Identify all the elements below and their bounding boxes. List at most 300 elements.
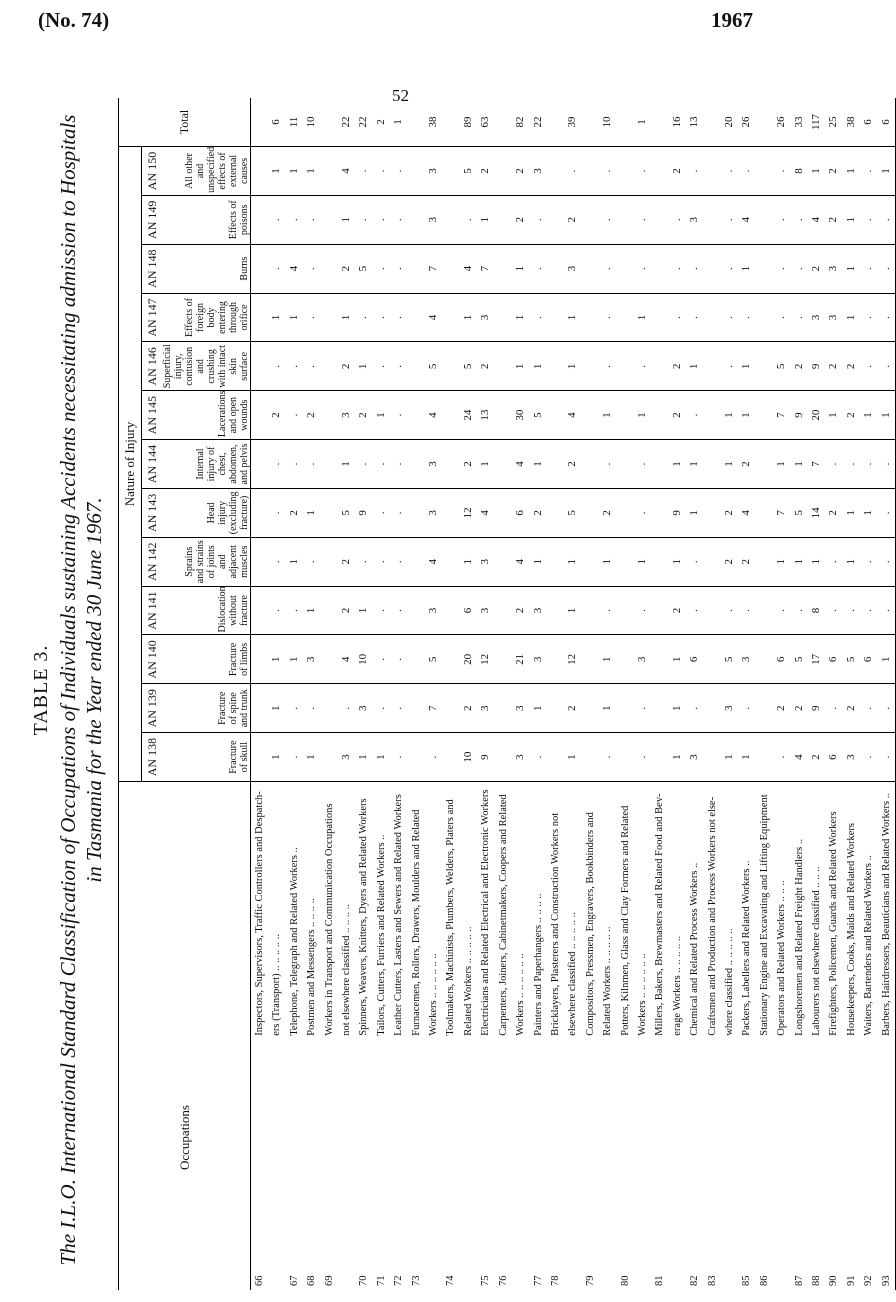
column-code: AN 149 xyxy=(142,195,163,244)
injury-count-cell: . xyxy=(686,537,703,586)
injury-count-cell: . xyxy=(738,147,755,196)
injury-count-cell: 2 xyxy=(564,684,581,733)
injury-count-cell: 1 xyxy=(738,342,755,391)
row-total-cell xyxy=(582,98,599,147)
injury-count-cell xyxy=(442,586,459,635)
injury-count-cell xyxy=(408,342,425,391)
injury-count-cell: 3 xyxy=(825,244,842,293)
injury-count-cell: 1 xyxy=(512,293,529,342)
injury-count-cell: . xyxy=(878,733,896,782)
injury-count-cell: 2 xyxy=(477,342,494,391)
total-heading: Total xyxy=(119,98,251,147)
injury-count-cell: 3 xyxy=(843,733,860,782)
injury-count-cell xyxy=(495,147,512,196)
column-code: AN 148 xyxy=(142,244,163,293)
table-row xyxy=(669,98,686,1290)
injury-count-cell: 1 xyxy=(738,733,755,782)
column-description: Effects of foreign body entering through orifice xyxy=(162,293,251,342)
injury-count-cell: 9 xyxy=(808,342,825,391)
injury-count-cell: 1 xyxy=(338,440,355,489)
column-code: AN 144 xyxy=(142,440,163,489)
injury-count-cell: 1 xyxy=(512,244,529,293)
table-row xyxy=(268,98,285,1290)
injury-count-cell: . xyxy=(303,440,320,489)
injury-count-cell: 1 xyxy=(268,147,285,196)
table-row xyxy=(721,98,738,1290)
injury-count-cell: . xyxy=(878,488,896,537)
injury-count-cell: 1 xyxy=(303,488,320,537)
row-total-cell: 6 xyxy=(860,98,877,147)
injury-count-cell: 1 xyxy=(303,733,320,782)
table-row xyxy=(773,98,790,1290)
document-number: (No. 74) xyxy=(38,8,110,32)
occupation-name: not elsewhere classified .. .. .. .. xyxy=(341,903,353,1036)
injury-count-cell: 1 xyxy=(338,293,355,342)
injury-count-cell: 3 xyxy=(808,293,825,342)
injury-count-cell xyxy=(704,342,721,391)
injury-count-cell xyxy=(617,440,634,489)
column-code: AN 145 xyxy=(142,391,163,440)
injury-count-cell xyxy=(547,147,564,196)
column-description: Sprains and strains of joints and adjacent muscles xyxy=(162,537,251,586)
injury-count-cell: . xyxy=(860,293,877,342)
injury-count-cell: 4 xyxy=(338,635,355,684)
injury-count-cell: 3 xyxy=(425,195,442,244)
column-description: Fracture of skull xyxy=(162,733,251,782)
injury-count-cell: 1 xyxy=(512,342,529,391)
injury-count-cell: . xyxy=(373,244,390,293)
injury-count-cell: 3 xyxy=(477,537,494,586)
injury-count-cell: 12 xyxy=(564,635,581,684)
injury-count-cell: . xyxy=(843,440,860,489)
injury-count-cell: 2 xyxy=(564,440,581,489)
injury-count-cell xyxy=(651,635,668,684)
column-description: Superficial injury, contusion and crushing with intact skin surface xyxy=(162,342,251,391)
injury-count-cell: . xyxy=(599,586,616,635)
injury-count-cell xyxy=(495,391,512,440)
injury-count-cell: 1 xyxy=(808,537,825,586)
injury-count-cell: 30 xyxy=(512,391,529,440)
row-total-cell: 26 xyxy=(773,98,790,147)
injury-count-cell: 10 xyxy=(460,733,477,782)
table-row xyxy=(617,98,634,1290)
injury-count-cell xyxy=(408,733,425,782)
injury-count-cell xyxy=(442,488,459,537)
injury-count-cell: . xyxy=(599,293,616,342)
injury-count-cell: . xyxy=(825,440,842,489)
injury-count-cell: 3 xyxy=(512,733,529,782)
injury-count-cell: . xyxy=(686,147,703,196)
injury-count-cell xyxy=(756,147,773,196)
row-total-cell xyxy=(704,98,721,147)
injury-count-cell: . xyxy=(686,684,703,733)
column-description: Fracture of limbs xyxy=(162,635,251,684)
injury-count-cell: . xyxy=(390,342,407,391)
injury-count-cell: . xyxy=(878,537,896,586)
injury-count-cell: 1 xyxy=(860,488,877,537)
injury-count-cell xyxy=(442,635,459,684)
table-row xyxy=(425,98,442,1290)
table-row xyxy=(651,98,668,1290)
injury-count-cell xyxy=(321,635,338,684)
injury-count-cell: 1 xyxy=(355,342,372,391)
injury-count-cell xyxy=(651,733,668,782)
injury-count-cell: 3 xyxy=(530,147,547,196)
injury-count-cell: 2 xyxy=(669,586,686,635)
injury-count-cell: . xyxy=(878,684,896,733)
injury-count-cell: 3 xyxy=(721,684,738,733)
occupation-code: 93 xyxy=(880,1275,892,1286)
injury-count-cell: . xyxy=(303,244,320,293)
injury-count-cell: . xyxy=(738,293,755,342)
occupation-name: Workers .. .. .. .. .. .. xyxy=(636,953,648,1036)
table-row xyxy=(547,98,564,1290)
injury-count-cell: 1 xyxy=(721,440,738,489)
occupation-code: 80 xyxy=(619,1275,631,1286)
injury-count-cell: 3 xyxy=(477,684,494,733)
injury-count-cell: . xyxy=(686,391,703,440)
injury-count-cell xyxy=(756,440,773,489)
occupation-name: Operators and Related Workers .. .. .. xyxy=(776,880,788,1036)
injury-count-cell: 3 xyxy=(512,684,529,733)
injury-count-cell xyxy=(704,635,721,684)
injury-count-cell: . xyxy=(791,586,808,635)
injury-count-cell: 4 xyxy=(477,488,494,537)
injury-count-cell xyxy=(251,195,269,244)
injury-count-cell: 8 xyxy=(808,586,825,635)
row-total-cell: 38 xyxy=(843,98,860,147)
table-row xyxy=(286,98,303,1290)
occupation-name: Workers .. .. .. .. .. .. xyxy=(428,953,440,1036)
injury-count-cell: . xyxy=(878,586,896,635)
injury-count-cell xyxy=(547,244,564,293)
table-body xyxy=(251,98,896,1290)
occupation-name: Tailors, Cutters, Furriers and Related Workers .. xyxy=(375,834,387,1036)
injury-occupation-table xyxy=(118,98,896,1290)
occupation-code: 73 xyxy=(410,1275,422,1286)
row-total-cell xyxy=(442,98,459,147)
injury-count-cell xyxy=(651,342,668,391)
page-number: 52 xyxy=(392,86,409,105)
table-row xyxy=(338,98,355,1290)
occupation-code: 77 xyxy=(532,1275,544,1286)
injury-count-cell: 2 xyxy=(791,684,808,733)
injury-count-cell: 14 xyxy=(808,488,825,537)
table-header xyxy=(119,98,251,1290)
column-code: AN 146 xyxy=(142,342,163,391)
occupation-name: Longshoremen and Related Freight Handlers .. xyxy=(793,838,805,1036)
table-row xyxy=(582,98,599,1290)
injury-count-cell: 1 xyxy=(599,537,616,586)
row-total-cell xyxy=(617,98,634,147)
injury-count-cell xyxy=(442,195,459,244)
injury-count-cell: . xyxy=(878,195,896,244)
injury-count-cell: 2 xyxy=(825,195,842,244)
row-total-cell xyxy=(651,98,668,147)
occupation-name: where classified .. .. .. .. .. xyxy=(723,928,735,1036)
injury-count-cell: . xyxy=(773,586,790,635)
injury-count-cell: 1 xyxy=(268,733,285,782)
injury-count-cell: . xyxy=(860,195,877,244)
injury-count-cell: 1 xyxy=(860,391,877,440)
injury-count-cell: . xyxy=(303,684,320,733)
injury-count-cell: 1 xyxy=(669,684,686,733)
injury-count-cell: . xyxy=(390,244,407,293)
injury-count-cell xyxy=(321,586,338,635)
injury-count-cell xyxy=(251,684,269,733)
injury-count-cell: . xyxy=(373,147,390,196)
injury-count-cell: 4 xyxy=(286,244,303,293)
injury-count-cell: . xyxy=(303,342,320,391)
occupation-code: 68 xyxy=(306,1275,318,1286)
occupation-code xyxy=(599,1036,616,1290)
injury-count-cell: . xyxy=(860,244,877,293)
injury-count-cell: . xyxy=(634,440,651,489)
injury-count-cell: . xyxy=(303,537,320,586)
injury-count-cell: 3 xyxy=(686,195,703,244)
injury-count-cell: 2 xyxy=(808,733,825,782)
injury-count-cell xyxy=(756,537,773,586)
injury-count-cell xyxy=(617,635,634,684)
injury-count-cell xyxy=(321,488,338,537)
table-row xyxy=(495,98,512,1290)
injury-count-cell: 1 xyxy=(669,635,686,684)
injury-count-cell: 1 xyxy=(268,293,285,342)
injury-count-cell: . xyxy=(738,586,755,635)
injury-count-cell: 20 xyxy=(808,391,825,440)
occupation-code xyxy=(338,1036,355,1290)
injury-count-cell: . xyxy=(634,488,651,537)
injury-count-cell: 4 xyxy=(512,440,529,489)
injury-count-cell: 1 xyxy=(878,147,896,196)
row-total-cell: 39 xyxy=(564,98,581,147)
occupation-code xyxy=(634,1036,651,1290)
injury-count-cell xyxy=(582,440,599,489)
injury-count-cell: 2 xyxy=(843,391,860,440)
row-total-cell: 89 xyxy=(460,98,477,147)
document-year: 1967 xyxy=(711,8,753,32)
injury-count-cell: 1 xyxy=(634,537,651,586)
injury-count-cell: . xyxy=(860,440,877,489)
injury-count-cell: 1 xyxy=(669,537,686,586)
injury-count-cell: 9 xyxy=(669,488,686,537)
injury-count-cell: 12 xyxy=(460,488,477,537)
injury-count-cell: 20 xyxy=(460,635,477,684)
injury-count-cell: 7 xyxy=(477,244,494,293)
injury-count-cell: . xyxy=(599,733,616,782)
injury-count-cell: 1 xyxy=(599,635,616,684)
injury-count-cell: 1 xyxy=(738,244,755,293)
injury-count-cell: 5 xyxy=(460,342,477,391)
injury-count-cell: 1 xyxy=(721,391,738,440)
row-total-cell: 82 xyxy=(512,98,529,147)
injury-count-cell: 2 xyxy=(738,537,755,586)
injury-count-cell: 3 xyxy=(634,635,651,684)
injury-count-cell: . xyxy=(721,195,738,244)
injury-count-cell: 2 xyxy=(669,342,686,391)
occupation-code xyxy=(721,1036,738,1290)
injury-count-cell xyxy=(651,195,668,244)
injury-count-cell: 8 xyxy=(791,147,808,196)
injury-count-cell: 1 xyxy=(268,684,285,733)
injury-count-cell: . xyxy=(373,195,390,244)
row-total-cell xyxy=(321,98,338,147)
injury-count-cell: 2 xyxy=(530,488,547,537)
occupation-name: Toolmakers, Machinists, Plumbers, Welders, Platers and xyxy=(445,799,457,1036)
injury-count-cell: . xyxy=(460,195,477,244)
occupation-code: 75 xyxy=(480,1275,492,1286)
injury-count-cell: . xyxy=(860,733,877,782)
injury-count-cell: 2 xyxy=(512,586,529,635)
injury-count-cell xyxy=(651,391,668,440)
column-code: AN 139 xyxy=(142,684,163,733)
injury-count-cell: . xyxy=(721,244,738,293)
injury-count-cell: 6 xyxy=(825,635,842,684)
occupation-name: Barbers, Hairdressers, Beauticians and Related Workers .. xyxy=(880,793,892,1036)
table-row xyxy=(512,98,529,1290)
injury-count-cell xyxy=(547,391,564,440)
row-total-cell: 26 xyxy=(738,98,755,147)
injury-count-cell: 2 xyxy=(355,391,372,440)
injury-count-cell: . xyxy=(599,147,616,196)
injury-count-cell xyxy=(408,635,425,684)
nature-of-injury-heading: Nature of Injury xyxy=(119,147,142,782)
injury-count-cell: . xyxy=(286,195,303,244)
row-total-cell: 22 xyxy=(355,98,372,147)
injury-count-cell: 2 xyxy=(669,147,686,196)
injury-count-cell xyxy=(582,195,599,244)
column-description: Dislocation without fracture xyxy=(162,586,251,635)
injury-count-cell xyxy=(547,293,564,342)
table-row xyxy=(878,98,896,1290)
injury-count-cell xyxy=(547,635,564,684)
occupation-name: Telephone, Telegraph and Related Workers .. xyxy=(288,847,300,1036)
injury-count-cell xyxy=(408,293,425,342)
injury-count-cell: . xyxy=(355,195,372,244)
table-row xyxy=(477,98,494,1290)
injury-count-cell: 1 xyxy=(338,195,355,244)
table-row xyxy=(355,98,372,1290)
injury-count-cell: . xyxy=(773,195,790,244)
injury-count-cell: 3 xyxy=(477,586,494,635)
column-description: Fracture of spine and trunk xyxy=(162,684,251,733)
injury-count-cell: . xyxy=(686,293,703,342)
injury-count-cell xyxy=(582,733,599,782)
occupation-code: 66 xyxy=(254,1275,265,1286)
injury-count-cell: 1 xyxy=(373,733,390,782)
injury-count-cell: 1 xyxy=(530,440,547,489)
occupation-name: Carpenters, Joiners, Cabinetmakers, Coopers and Related xyxy=(497,794,509,1036)
injury-count-cell: 1 xyxy=(634,293,651,342)
occupation-name: Stationary Engine and Excavating and Lifting Equipment xyxy=(758,794,770,1036)
injury-count-cell: 4 xyxy=(425,537,442,586)
injury-count-cell: 1 xyxy=(843,244,860,293)
injury-count-cell: . xyxy=(355,537,372,586)
occupation-name: Related Workers .. .. .. .. .. xyxy=(602,926,614,1036)
injury-count-cell xyxy=(495,684,512,733)
column-code: AN 143 xyxy=(142,488,163,537)
occupation-name: Painters and Paperhangers .. .. .. .. xyxy=(532,893,544,1036)
occupation-name: Spinners, Weavers, Knitters, Dyers and Related Workers xyxy=(358,798,370,1036)
injury-count-cell: 3 xyxy=(425,147,442,196)
injury-count-cell: 2 xyxy=(773,684,790,733)
injury-count-cell: . xyxy=(878,293,896,342)
injury-count-cell xyxy=(408,440,425,489)
injury-count-cell: . xyxy=(373,635,390,684)
injury-count-cell xyxy=(251,488,269,537)
injury-count-cell: 5 xyxy=(843,635,860,684)
injury-count-cell: 1 xyxy=(669,733,686,782)
injury-count-cell: . xyxy=(669,244,686,293)
injury-count-cell: 1 xyxy=(460,293,477,342)
injury-count-cell: . xyxy=(860,147,877,196)
occupation-code: 72 xyxy=(393,1275,405,1286)
injury-count-cell xyxy=(408,391,425,440)
table-title: The I.L.O. International Standard Classification of Occupations of Individuals sustaining Accidents necessitating admission to Hospitals xyxy=(56,114,80,1266)
row-total-cell xyxy=(547,98,564,147)
occupation-name: Compositors, Pressmen, Engravers, Bookbinders and xyxy=(584,812,596,1036)
injury-count-cell xyxy=(442,684,459,733)
injury-count-cell xyxy=(651,488,668,537)
injury-count-cell: 1 xyxy=(721,733,738,782)
injury-count-cell: 3 xyxy=(338,391,355,440)
occupation-code: 92 xyxy=(863,1275,875,1286)
occupation-code: 82 xyxy=(689,1275,701,1286)
occupation-name: Millers, Bakers, Brewmasters and Related Food and Bev- xyxy=(654,793,666,1036)
injury-count-cell: . xyxy=(791,195,808,244)
injury-count-cell: 1 xyxy=(599,684,616,733)
injury-count-cell xyxy=(651,684,668,733)
occupation-name: Housekeepers, Cooks, Maids and Related Workers xyxy=(845,823,857,1036)
injury-count-cell: 9 xyxy=(477,733,494,782)
injury-count-cell: . xyxy=(373,293,390,342)
injury-count-cell: . xyxy=(286,391,303,440)
injury-count-cell: . xyxy=(390,537,407,586)
injury-count-cell xyxy=(617,147,634,196)
injury-count-cell xyxy=(495,293,512,342)
injury-count-cell: 1 xyxy=(355,733,372,782)
row-total-cell: 22 xyxy=(530,98,547,147)
injury-count-cell: 1 xyxy=(564,733,581,782)
injury-count-cell: . xyxy=(373,342,390,391)
injury-count-cell: . xyxy=(530,293,547,342)
occupation-code: 87 xyxy=(793,1275,805,1286)
column-description: Burns xyxy=(162,244,251,293)
injury-count-cell: 5 xyxy=(460,147,477,196)
injury-count-cell: 2 xyxy=(338,537,355,586)
column-description: Internal injury of chest, abdomen, and pelvis xyxy=(162,440,251,489)
injury-count-cell xyxy=(321,440,338,489)
injury-count-cell: . xyxy=(843,586,860,635)
injury-count-cell: 4 xyxy=(791,733,808,782)
column-description: All other and unspecified effects of external causes xyxy=(162,147,251,196)
injury-count-cell: . xyxy=(721,586,738,635)
injury-count-cell: 21 xyxy=(512,635,529,684)
injury-count-cell: 1 xyxy=(564,586,581,635)
injury-count-cell: . xyxy=(355,440,372,489)
injury-count-cell: . xyxy=(564,147,581,196)
injury-count-cell xyxy=(321,391,338,440)
table-row xyxy=(825,98,842,1290)
injury-count-cell xyxy=(442,342,459,391)
occupation-code: 70 xyxy=(358,1275,370,1286)
row-total-cell xyxy=(495,98,512,147)
injury-count-cell: . xyxy=(738,684,755,733)
injury-count-cell xyxy=(251,147,269,196)
occupation-code: 81 xyxy=(654,1275,666,1286)
occupation-name: Firefighters, Policemen, Guards and Related Workers xyxy=(828,811,840,1036)
injury-count-cell: . xyxy=(530,733,547,782)
